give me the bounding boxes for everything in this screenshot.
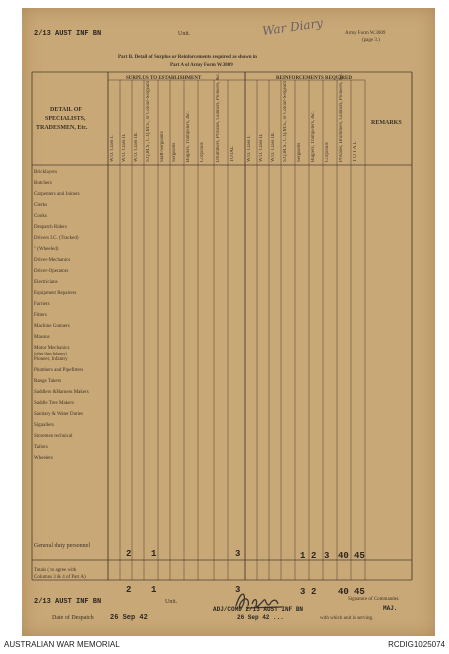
- reinf-col-header: Corporals: [325, 142, 330, 162]
- reinf-col-header: Buglers, Trumpeters, &c.: [311, 111, 316, 162]
- below-reinf-total: 45: [354, 587, 365, 597]
- signature-label: Signature of Commander.: [348, 597, 400, 602]
- general-duty-label: General duty personnel: [34, 543, 90, 549]
- below-reinf-cpl: 2: [311, 587, 317, 597]
- row-label: Carpenters and Joiners: [34, 192, 80, 197]
- row-label: Fitters: [34, 313, 47, 318]
- footer-unit-stamp: 2/13 AUST INF BN: [34, 598, 102, 606]
- row-label: Range Takers: [34, 379, 62, 384]
- date-label: Date of Despatch: [52, 615, 94, 621]
- unit-label: Unit.: [178, 31, 191, 37]
- row-label: Motor Mechanics: [34, 346, 70, 351]
- reinf-col-header: Sergeants: [297, 142, 302, 162]
- row-label: Driver-Operators: [34, 269, 69, 274]
- row-label: Saddlers &Harness Makers: [34, 390, 89, 395]
- total-surplus-total: 3: [235, 549, 241, 559]
- row-label: Butchers: [34, 181, 52, 186]
- surplus-col-header: Buglers, Trumpeters, &c.: [186, 111, 191, 162]
- surplus-col-header: W.O. Class III.: [134, 132, 139, 162]
- surplus-col-header: TOTAL: [230, 146, 235, 162]
- row-label: Farriers: [34, 302, 50, 307]
- below-surplus-total: 3: [235, 585, 241, 595]
- archive-id: RCDIG1025074: [388, 640, 445, 649]
- unit-stamp: 2/13 AUST INF BN: [34, 30, 102, 38]
- detail-header: DETAIL OF: [50, 107, 83, 113]
- surplus-header: SURPLUS TO ESTABLISHMENT: [126, 76, 202, 81]
- row-label: Despatch Riders: [34, 225, 67, 230]
- surplus-col-header: Drummers, Privates, Gunners, Pioneers, &c.: [216, 72, 221, 162]
- row-label: Drivers I.C. (Tracked): [34, 236, 79, 241]
- total-surplus-wo3: 1: [151, 549, 157, 559]
- place-stamp: 26 Sep 42 ...: [237, 614, 284, 621]
- row-label: Plumbers and Pipefitters: [34, 368, 84, 373]
- row-label: " (Wheeled): [34, 247, 59, 252]
- rank-stamp: MAJ.: [383, 605, 398, 612]
- date-stamp: 26 Sep 42: [110, 614, 148, 622]
- footer-unit-label: Unit.: [165, 599, 178, 605]
- row-label: Masons: [34, 335, 50, 340]
- row-label: Equipment Repairers: [34, 291, 77, 296]
- total-reinf-sgt: 1: [300, 551, 306, 561]
- reinf-col-header: S.Q.M.S., C.Q.M.S., or Colour-Sergeant: [283, 80, 288, 162]
- row-label: Saddle Tree Makers: [34, 401, 74, 406]
- row-label: Bricklayers: [34, 170, 58, 175]
- below-reinf-bug: 3: [300, 587, 306, 597]
- totals-label: Totals ( to agree with: [34, 568, 77, 573]
- with-unit-text: with which unit is serving.: [320, 616, 374, 621]
- reinf-col-header: W.O. Class III.: [271, 132, 276, 162]
- row-label: Clerks: [34, 203, 48, 208]
- row-label: Driver-Mechanics: [34, 258, 71, 263]
- total-reinf-bug: 2: [311, 551, 317, 561]
- reinf-col-header: W.O. Class II.: [259, 133, 264, 162]
- row-label: Cooks: [34, 214, 47, 219]
- reinf-col-header: T O T A L: [353, 141, 358, 162]
- row-label: Electricians: [34, 280, 58, 285]
- surplus-col-header: W.O. Class I.: [110, 135, 115, 162]
- pioneer-subtext: (other than Infantry): [34, 351, 67, 356]
- total-reinf-cpl: 3: [324, 551, 330, 561]
- commander-stamp: ADJ/COMD 2/13 AUST INF BN: [213, 606, 304, 613]
- row-label: Sanitary & Water Duties: [34, 412, 84, 417]
- total-surplus-wo2: 2: [126, 549, 132, 559]
- remarks-header: REMARKS: [371, 120, 402, 126]
- surplus-col-header: S.Q.M.S., C.Q.M.S., or Colour-Sergeant: [146, 80, 151, 162]
- detail-header-2: SPECIALISTS,: [45, 116, 86, 122]
- surplus-col-header: W.O. Class II.: [122, 133, 127, 162]
- row-label: Machine Gunners: [34, 324, 70, 329]
- row-label: Tailors: [34, 445, 48, 450]
- surplus-col-header: Staff-Sergeants: [160, 131, 165, 162]
- below-reinf-pte: 40: [338, 587, 349, 597]
- part-title-line-2: Part A of Army Form W.3009: [170, 63, 233, 68]
- reinf-col-header: W.O. Class I.: [247, 135, 252, 162]
- row-label: Storemen technical: [34, 434, 73, 439]
- part-title-line-1: Part B. Detail of Surplus or Reinforcements required as shown in: [118, 55, 257, 60]
- surplus-col-header: Sergeants: [172, 142, 177, 162]
- form-reference: Army Form W.3009: [345, 31, 386, 36]
- handwritten-note: War Diary: [261, 15, 324, 39]
- row-label: Signallers: [34, 423, 54, 428]
- page-reference: (page 3.): [362, 38, 380, 43]
- reinf-col-header: Privates, Drummers, Gunners, Pioneers, &c.: [339, 72, 344, 162]
- below-surplus-wo2: 2: [126, 585, 132, 595]
- total-reinf-pte: 40: [338, 551, 349, 561]
- archive-footer: [0, 636, 449, 654]
- row-label: Wheelers: [34, 456, 53, 461]
- reinforcements-header: REINFORCEMENTS REQUIRED: [276, 76, 352, 81]
- totals-label-2: Columns 3 & 4 of Part A): [34, 575, 86, 580]
- total-reinf-total: 45: [354, 551, 365, 561]
- below-surplus-wo3: 1: [151, 585, 157, 595]
- archive-name: AUSTRALIAN WAR MEMORIAL: [4, 640, 120, 649]
- detail-header-3: TRADESMEN, Etc.: [36, 125, 88, 131]
- surplus-col-header: Corporals: [200, 142, 205, 162]
- row-label: Pioneer, Infantry: [34, 357, 68, 362]
